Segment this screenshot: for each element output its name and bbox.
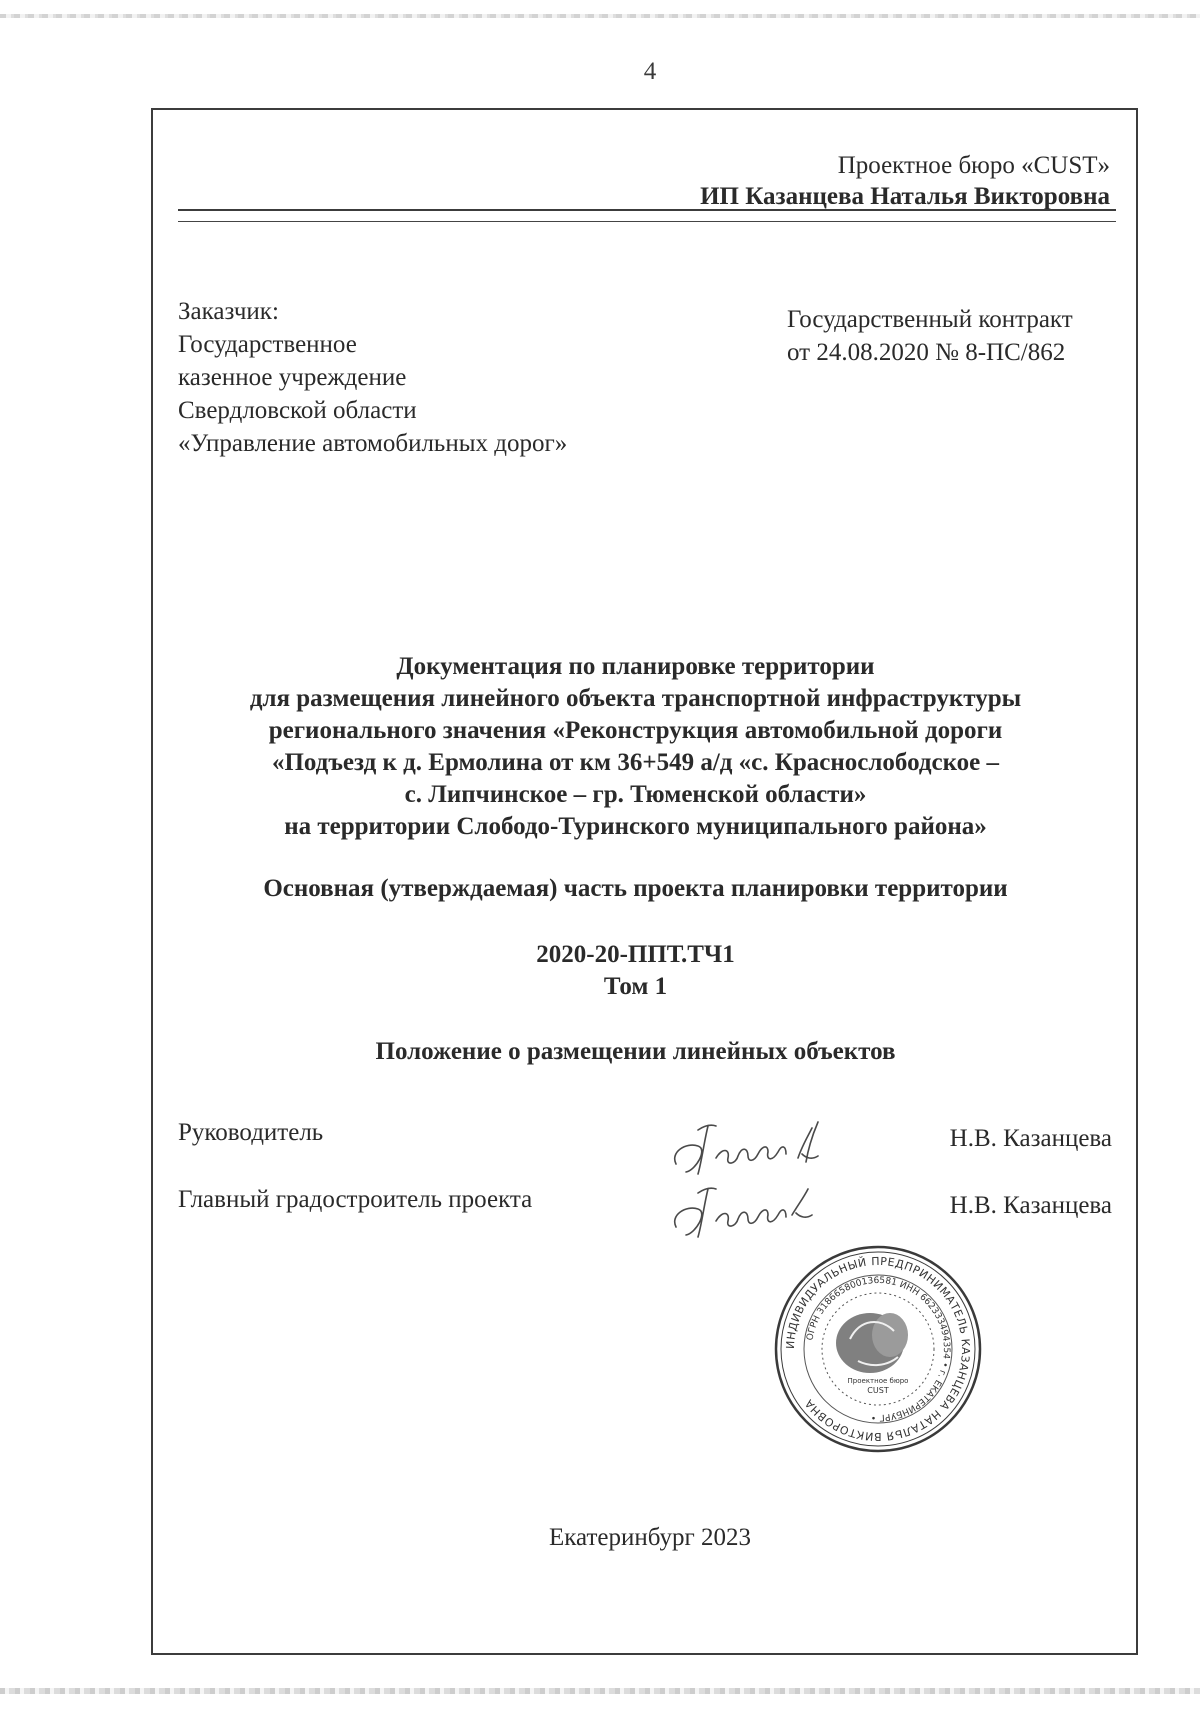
company-stamp [772,1243,984,1455]
title-line: Документация по планировке территории [396,653,875,680]
title-line: регионального значения «Реконструкция автомобильной дороги [268,717,1003,744]
svg-text:ОГРН 318665800136581 ИНН 66233: ОГРН 318665800136581 ИНН 662333494354 • г. ЕКАТЕРИНБУРГ • [805,1275,952,1423]
bureau-name: Проектное бюро «CUST» [837,152,1110,179]
document-subtitle: Основная (утверждаемая) часть проекта планировки территории [263,875,1008,902]
customer-line: «Управление автомобильных дорог» [178,430,568,457]
bureau-header [700,150,1110,212]
signature-name-planner: Н.В. Казанцева [949,1192,1112,1219]
page-number: 4 [643,58,657,85]
title-line: на территории Слободо-Туринского муниципального района» [284,813,987,840]
header-rule-thin [178,221,1116,222]
bureau-owner: ИП Казанцева Наталья Викторовна [700,183,1110,210]
scan-artifact-bottom [0,1688,1200,1694]
handwritten-signature-2 [668,1175,838,1245]
document-volume: Том 1 [603,973,668,1000]
document-title [178,651,1093,843]
customer-line: Государственное [178,331,357,358]
customer-block [178,295,567,460]
document-section: Положение о размещении линейных объектов [375,1038,896,1065]
customer-line: Свердловской области [178,397,417,424]
contract-line: Государственный контракт [787,306,1073,333]
header-rule-thick [178,209,1116,211]
signature-role-planner: Главный градостроитель проекта [178,1186,533,1213]
handwritten-signature-1 [668,1112,838,1182]
svg-text:ИНДИВИДУАЛЬНЫЙ ПРЕДПРИНИМАТЕЛЬ: ИНДИВИДУАЛЬНЫЙ ПРЕДПРИНИМАТЕЛЬ КАЗАНЦЕВА НАТАЛЬЯ ВИКТОРОВНА [783,1254,973,1444]
contract-line: от 24.08.2020 № 8-ПС/862 [787,339,1066,366]
scan-artifact-top [0,14,1200,18]
title-line: с. Липчинское – гр. Тюменской области» [404,781,867,808]
title-line: для размещения линейного объекта транспортной инфраструктуры [249,685,1022,712]
customer-label: Заказчик: [178,298,279,325]
contract-block [787,303,1073,369]
svg-text:Проектное бюро: Проектное бюро [847,1377,909,1385]
document-code: 2020-20-ППТ.ТЧ1 [536,941,735,968]
customer-line: казенное учреждение [178,364,407,391]
svg-text:CUST: CUST [867,1386,889,1395]
signature-name-head: Н.В. Казанцева [949,1125,1112,1152]
city-year: Екатеринбург 2023 [548,1524,752,1551]
title-line: «Подъезд к д. Ермолина от км 36+549 а/д «с. Краснослободское – [271,749,1000,776]
signature-role-head: Руководитель [178,1119,324,1146]
